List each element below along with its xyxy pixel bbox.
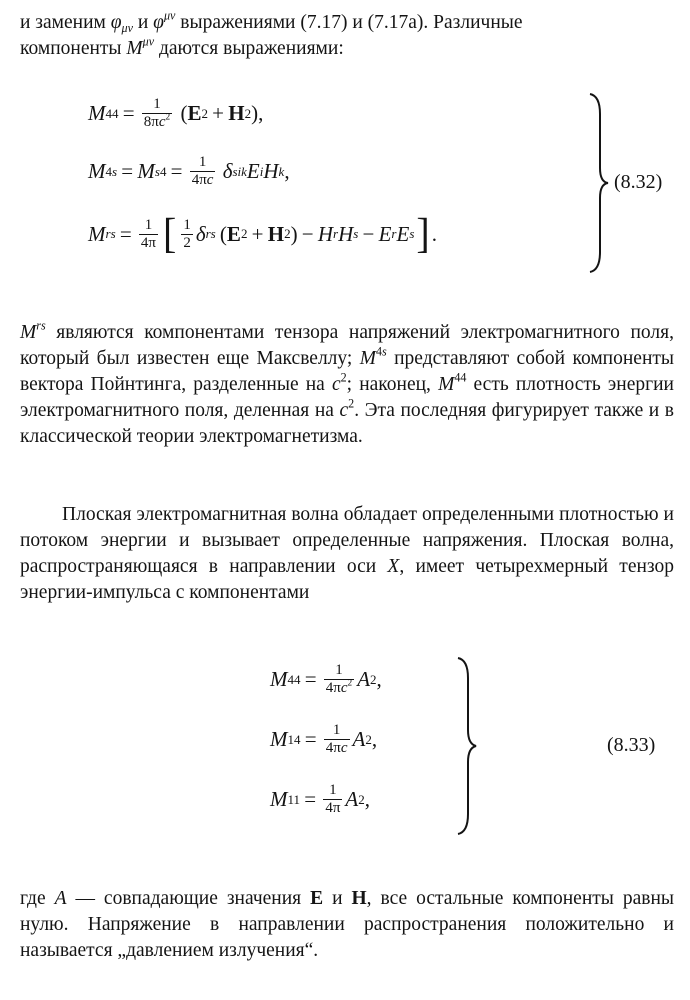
brace-8-33 [454,656,478,836]
paragraph-radiation-pressure: где A — совпадающие значения E и H, все остальные компоненты равны нулю. Напряжение в направлении распространения положительно и называется „давлением излучения“. [20,888,674,961]
eq-number-8-32: (8.32) [614,171,663,193]
brace-8-32 [586,92,610,274]
eq-8-32-row-2: M 4s = M s4 = $\frac{1}{4\pi c}$ δ sik E i H k , [88,154,290,188]
intro-paragraph [20,10,674,62]
eq-8-33-row-2: M 14 = $\frac{1}{4\pi c}$ A 2 , [270,722,378,756]
paragraph-tensor-description: $M^{rs}$ являются компонентами тензора напряжений электромагнитного поля, который был известен еще Максвеллу; $M^{4s}$ представляют собой компоненты вектора Пойнтинга, разделенные на $c^2$; наконец, $M^{44}$ есть плотность энергии электромагнитного поля, деленная на $c^2$. Эта последняя фигурирует также и в классической теории электромагнетизма. [20,318,674,447]
eq-8-32-row-1: M 44 = $\frac{1}{8\pi c^2}$ ( E 2 + H 2 ), [88,96,264,130]
eq-number-8-33: (8.33) [607,734,656,756]
eq-8-33-row-3: M 11 = $\frac{1}{4\pi}$ A 2 , [270,782,370,816]
eq-8-33-row-1: M 44 = $\frac{1}{4\pi c^2}$ A 2 , [270,662,382,696]
intro-line-1: и заменим $\varphi_{\mu\nu}$ и $\varphi^{\mu\nu}$ выражениями (7.17) и (7.17а). Различные [20,8,523,36]
paragraph-plane-wave: Плоская электромагнитная волна обладает определенными плотностью и потоком энергии и вызывает определенные напряжения. Плоская волна, распространяющаяся в направлении оси X, имеет четырехмерный тензор энергии-импульса с компонентами [20,504,674,603]
eq-8-32-row-3: M rs = $\frac{1}{4\pi}$ [ $\frac{1}{2}$ δ rs ( E 2 + H 2 ) − H r H s − E r E s ] . [88,209,437,258]
intro-line-2: компоненты $M^{\mu\nu}$ даются выражениями: [20,34,344,59]
